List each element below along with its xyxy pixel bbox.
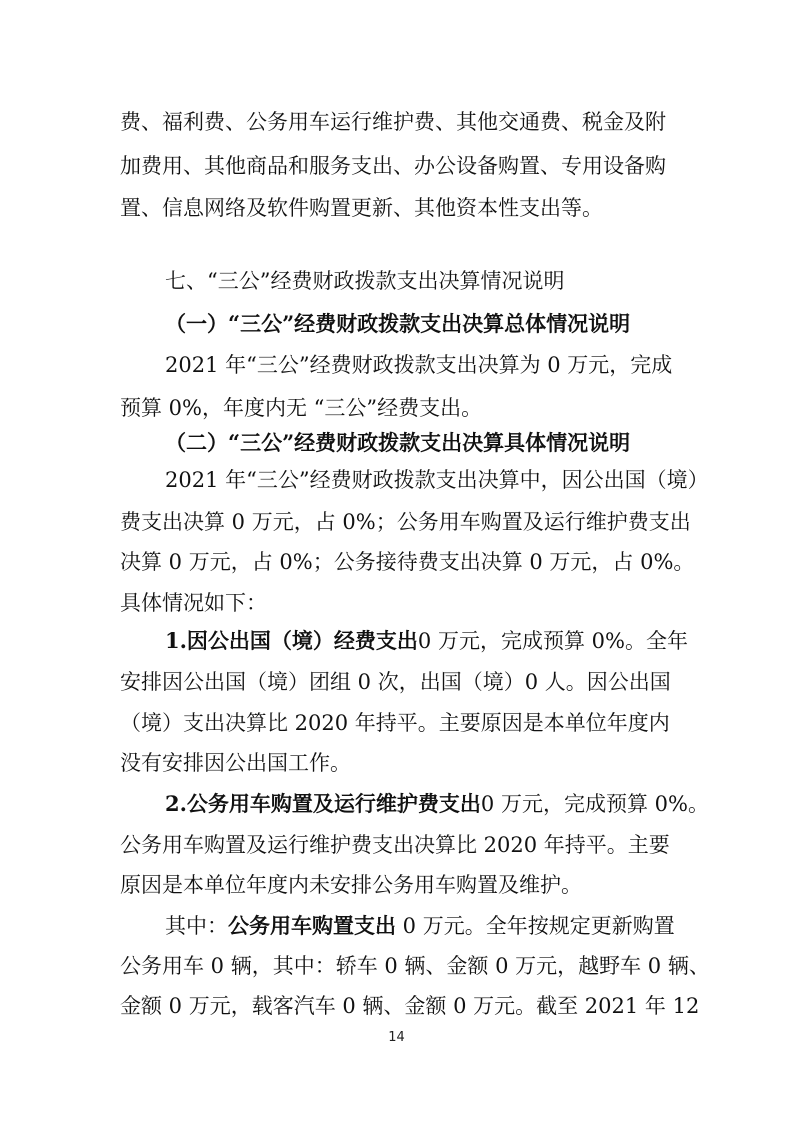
text-segment: 0 万元，完成预算 0%。 <box>480 792 709 816</box>
body-text-line <box>120 667 680 697</box>
body-text-line <box>165 789 725 819</box>
text-segment: （二）“三公”经费财政拨款支出决算具体情况说明 <box>165 430 631 455</box>
body-text-line <box>120 547 695 577</box>
body-text-line <box>120 748 680 778</box>
text-segment: 其中： <box>165 914 228 938</box>
section-heading <box>165 266 725 296</box>
text-segment: 0 万元。全年按规定更新购置 <box>396 914 675 938</box>
text-segment: 原因是本单位年度内未安排公务用车购置及维护。 <box>120 873 582 897</box>
body-text-line <box>120 830 680 860</box>
subsection-heading <box>165 309 725 339</box>
body-text-line <box>120 951 710 981</box>
body-text-line <box>120 193 680 223</box>
text-segment: 七、“三公”经费财政拨款支出决算情况说明 <box>165 269 565 293</box>
body-text-line <box>165 465 725 495</box>
text-segment: 具体情况如下： <box>120 591 267 615</box>
text-segment: 0 万元，完成预算 0%。全年 <box>417 629 688 653</box>
text-segment: 公务用车 0 辆，其中：轿车 0 辆、金额 0 万元，越野车 0 辆、 <box>120 954 710 978</box>
text-segment: 没有安排因公出国工作。 <box>120 751 351 775</box>
body-text-line <box>165 911 725 941</box>
body-text-line <box>165 626 725 656</box>
body-text-line <box>120 507 691 537</box>
text-segment: （一）“三公”经费财政拨款支出决算总体情况说明 <box>165 311 631 336</box>
text-segment: 置、信息网络及软件购置更新、其他资本性支出等。 <box>120 196 603 220</box>
subsection-heading <box>165 428 725 458</box>
text-segment: （境）支出决算比 2020 年持平。主要原因是本单位年度内 <box>120 711 670 735</box>
body-text-line <box>120 151 680 181</box>
text-segment: 决算 0 万元，占 0%；公务接待费支出决算 0 万元，占 0%。 <box>120 550 695 574</box>
body-text-line <box>165 350 725 380</box>
body-text-line <box>120 107 680 137</box>
text-segment: 金额 0 万元，载客汽车 0 辆、金额 0 万元。截至 2021 年 12 <box>120 994 700 1018</box>
body-text-line <box>120 870 680 900</box>
text-segment: 公务用车购置及运行维护费支出决算比 2020 年持平。主要 <box>120 833 670 857</box>
page-number: 14 <box>388 1030 405 1045</box>
bold-lead-text: 2.公务用车购置及运行维护费支出 <box>165 791 481 816</box>
text-segment: 预算 0%，年度内无 “三公”经费支出。 <box>120 396 483 420</box>
text-segment: 2021 年“三公”经费财政拨款支出决算中，因公出国（境） <box>165 468 709 492</box>
text-segment: 费支出决算 0 万元，占 0%；公务用车购置及运行维护费支出 <box>120 510 691 534</box>
text-segment: 安排因公出国（境）团组 0 次，出国（境）0 人。因公出国 <box>120 670 671 694</box>
bold-lead-text: 1.因公出国（境）经费支出 <box>165 628 418 653</box>
body-text-line <box>120 588 680 618</box>
body-text-line <box>120 708 680 738</box>
text-segment: 加费用、其他商品和服务支出、办公设备购置、专用设备购 <box>120 154 666 178</box>
text-segment: 费、福利费、公务用车运行维护费、其他交通费、税金及附 <box>120 110 666 134</box>
text-segment: 2021 年“三公”经费财政拨款支出决算为 0 万元，完成 <box>165 353 673 377</box>
body-text-line <box>120 393 680 423</box>
body-text-line <box>120 991 700 1021</box>
bold-lead-text: 公务用车购置支出 <box>228 913 396 938</box>
